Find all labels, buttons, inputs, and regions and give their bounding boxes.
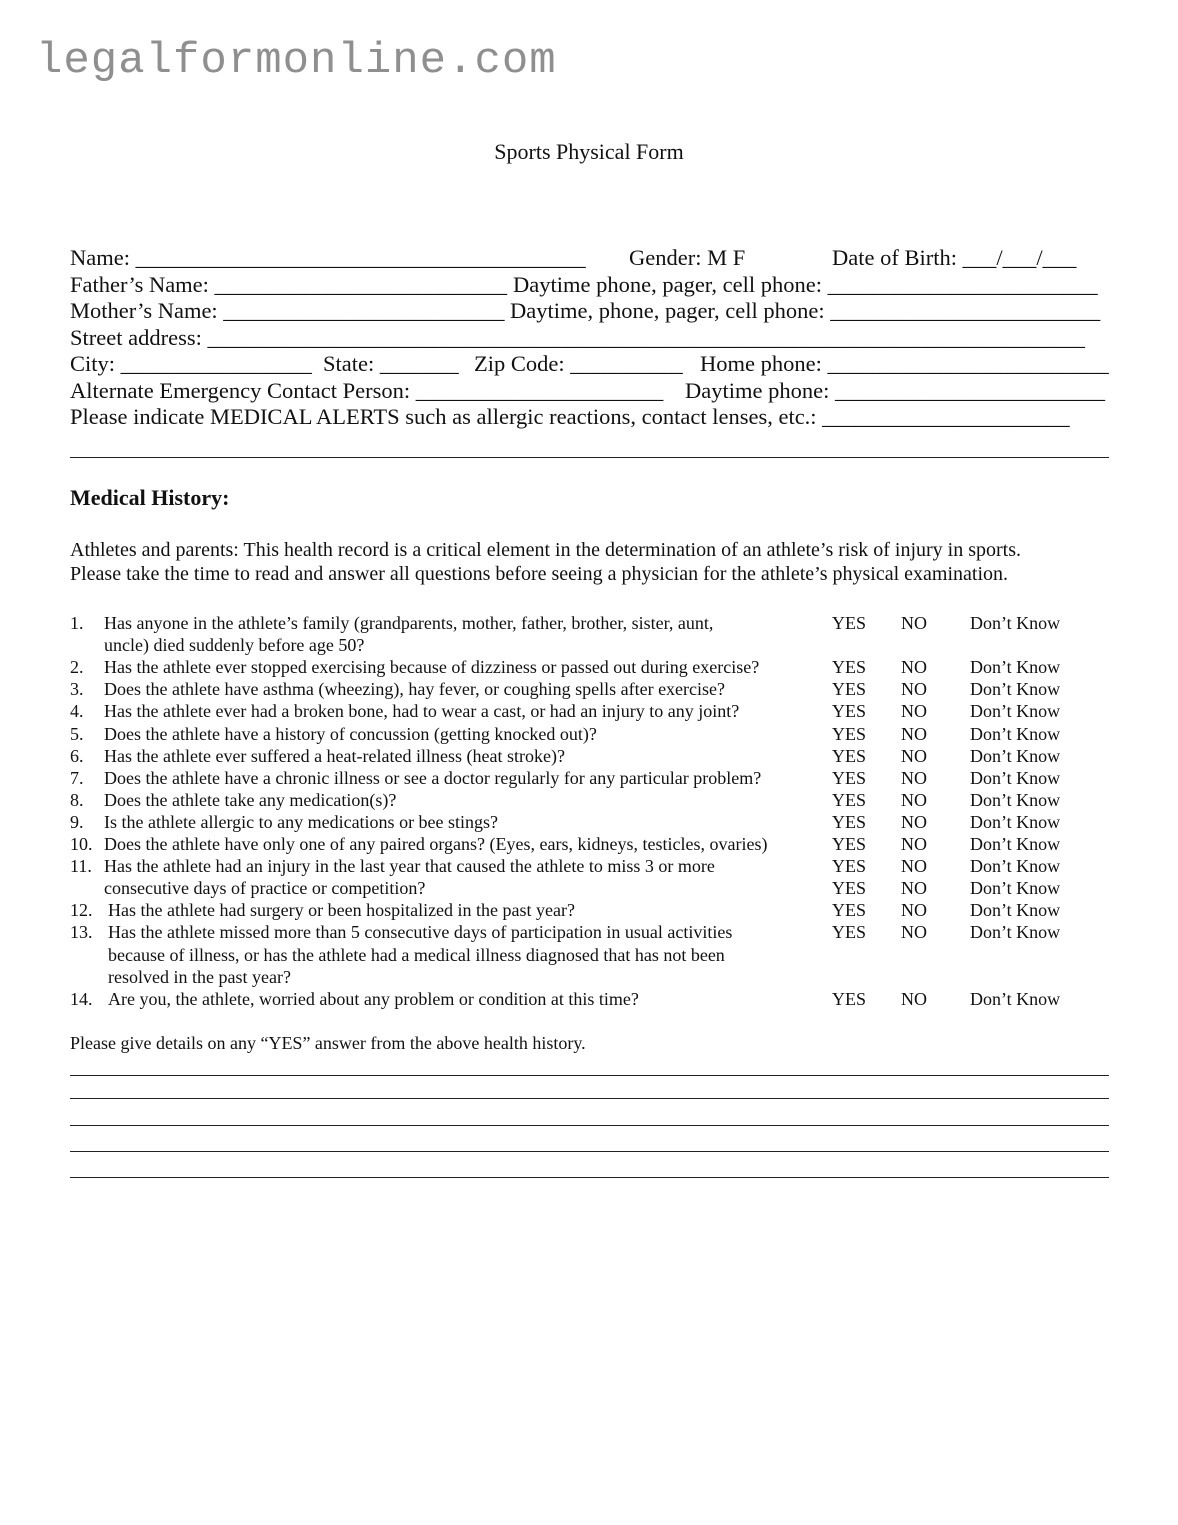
- question-text: Has the athlete missed more than 5 consecutive days of participation in usual activities: [108, 922, 733, 943]
- yes-option[interactable]: YES: [832, 701, 867, 722]
- no-option[interactable]: NO: [901, 922, 927, 943]
- no-option[interactable]: NO: [901, 856, 927, 877]
- question-row: [70, 746, 1110, 768]
- dont-know-option[interactable]: Don’t Know: [970, 900, 1061, 921]
- medical-history-heading: Medical History:: [70, 485, 230, 510]
- no-option[interactable]: NO: [901, 878, 927, 899]
- dont-know-option[interactable]: Don’t Know: [970, 767, 1061, 788]
- yes-option[interactable]: YES: [832, 988, 867, 1009]
- mother-row: [70, 298, 1110, 325]
- yes-option[interactable]: YES: [832, 789, 867, 810]
- dont-know-option[interactable]: Don’t Know: [970, 657, 1061, 678]
- question-number: 6.: [70, 745, 84, 766]
- medical-alerts-row: [70, 404, 1110, 431]
- no-option[interactable]: NO: [901, 789, 927, 810]
- intro-line: Please take the time to read and answer all questions before seeing a physician for the athlete’s physical examination.: [70, 563, 1009, 585]
- father-row: [70, 272, 1110, 299]
- yes-option[interactable]: YES: [832, 657, 867, 678]
- question-number: 9.: [70, 811, 84, 832]
- question-number: 7.: [70, 767, 84, 788]
- zip-code-field[interactable]: Zip Code: __________: [474, 351, 683, 376]
- question-number: 11.: [70, 856, 92, 877]
- details-line[interactable]: [70, 1098, 1109, 1099]
- name-row: [70, 245, 1110, 272]
- question-number: 12.: [70, 900, 93, 921]
- question-row: [70, 878, 1110, 900]
- no-option[interactable]: NO: [901, 745, 927, 766]
- question-row: [70, 613, 1110, 635]
- question-text: Are you, the athlete, worried about any problem or condition at this time?: [108, 988, 639, 1009]
- medical-alerts-line[interactable]: [70, 457, 1109, 458]
- question-row: [70, 834, 1110, 856]
- details-line[interactable]: [70, 1075, 1109, 1076]
- street-row: [70, 325, 1110, 352]
- question-text: Has anyone in the athlete’s family (grandparents, mother, father, brother, sister, aunt,: [104, 613, 714, 633]
- dont-know-option[interactable]: Don’t Know: [970, 811, 1061, 832]
- dont-know-option[interactable]: Don’t Know: [970, 745, 1061, 766]
- gender-field[interactable]: Gender: M F: [629, 245, 746, 270]
- question-text: Has the athlete had an injury in the last year that caused the athlete to miss 3 or more: [104, 856, 715, 877]
- question-text: Has the athlete had surgery or been hospitalized in the past year?: [108, 900, 575, 921]
- question-text: consecutive days of practice or competition?: [104, 878, 426, 899]
- street-address-field[interactable]: Street address: ______________________________________________________________________________: [70, 324, 1085, 350]
- alt-contact-row: [70, 378, 1110, 405]
- medical-alerts-field[interactable]: Please indicate MEDICAL ALERTS such as allergic reactions, contact lenses, etc.: ______________________: [70, 404, 1070, 429]
- yes-option[interactable]: YES: [832, 811, 867, 832]
- question-text: Has the athlete ever had a broken bone, had to wear a cast, or had an injury to any joint?: [104, 701, 740, 722]
- yes-option[interactable]: YES: [832, 834, 867, 854]
- question-row: [70, 768, 1110, 790]
- no-option[interactable]: NO: [901, 900, 927, 921]
- question-row: [70, 967, 1110, 989]
- details-label: Please give details on any “YES” answer from the above health history.: [70, 1033, 586, 1053]
- question-row: [70, 900, 1110, 922]
- yes-option[interactable]: YES: [832, 856, 867, 877]
- question-number: 1.: [70, 613, 84, 633]
- details-line[interactable]: [70, 1125, 1109, 1126]
- question-row: [70, 989, 1110, 1011]
- question-number: 4.: [70, 701, 84, 722]
- watermark-logo: legalformonline.com: [36, 36, 557, 86]
- question-text: Does the athlete have asthma (wheezing), hay fever, or coughing spells after exercise?: [104, 679, 726, 700]
- question-text: Does the athlete have only one of any paired organs? (Eyes, ears, kidneys, testicles, ovaries): [104, 834, 768, 854]
- question-row: [70, 701, 1110, 723]
- question-number: 3.: [70, 679, 84, 700]
- mother-phone-field[interactable]: Daytime, phone, pager, cell phone: ________________________: [510, 298, 1101, 323]
- dont-know-option[interactable]: Don’t Know: [970, 701, 1061, 722]
- form-title: Sports Physical Form: [494, 139, 684, 164]
- question-row: [70, 635, 1110, 657]
- question-number: 13.: [70, 922, 93, 943]
- dont-know-option[interactable]: Don’t Know: [970, 613, 1061, 633]
- mother-name-field[interactable]: Mother’s Name: _________________________: [70, 298, 505, 323]
- name-field[interactable]: Name: ________________________________________: [70, 245, 586, 270]
- details-line[interactable]: [70, 1177, 1109, 1178]
- no-option[interactable]: NO: [901, 701, 927, 722]
- alt-contact-field[interactable]: Alternate Emergency Contact Person: ______________________: [70, 377, 664, 403]
- yes-option[interactable]: YES: [832, 613, 867, 633]
- no-option[interactable]: NO: [901, 723, 927, 744]
- question-row: [70, 657, 1110, 679]
- question-text: Is the athlete allergic to any medications or bee stings?: [104, 811, 499, 832]
- question-row: [70, 724, 1110, 746]
- dont-know-option[interactable]: Don’t Know: [970, 988, 1061, 1009]
- alt-phone-field[interactable]: Daytime phone: ________________________: [685, 377, 1105, 403]
- no-option[interactable]: NO: [901, 613, 927, 633]
- dont-know-option[interactable]: Don’t Know: [970, 723, 1061, 744]
- no-option[interactable]: NO: [901, 834, 927, 854]
- yes-option[interactable]: YES: [832, 679, 867, 700]
- yes-option[interactable]: YES: [832, 922, 867, 943]
- question-number: 14.: [70, 988, 93, 1009]
- no-option[interactable]: NO: [901, 679, 927, 700]
- dont-know-option[interactable]: Don’t Know: [970, 922, 1061, 943]
- dont-know-option[interactable]: Don’t Know: [970, 789, 1061, 810]
- dont-know-option[interactable]: Don’t Know: [970, 834, 1061, 854]
- question-text: uncle) died suddenly before age 50?: [104, 635, 365, 656]
- yes-option[interactable]: YES: [832, 878, 867, 899]
- no-option[interactable]: NO: [901, 657, 927, 678]
- no-option[interactable]: NO: [901, 988, 927, 1009]
- question-row: [70, 856, 1110, 878]
- question-number: 5.: [70, 723, 84, 744]
- yes-option[interactable]: YES: [832, 723, 867, 744]
- father-phone-field[interactable]: Daytime phone, pager, cell phone: ________________________: [513, 271, 1098, 297]
- question-text: Does the athlete take any medication(s)?: [104, 789, 397, 810]
- intro-line: Athletes and parents: This health record is a critical element in the determination of an athlete’s risk of injury in sports.: [70, 539, 1022, 561]
- details-line[interactable]: [70, 1151, 1109, 1152]
- no-option[interactable]: NO: [901, 811, 927, 832]
- intro-text: [70, 538, 1130, 586]
- city-row: [70, 351, 1110, 378]
- question-row: [70, 679, 1110, 701]
- dob-field[interactable]: Date of Birth: ___/___/___: [832, 245, 1077, 270]
- dont-know-option[interactable]: Don’t Know: [970, 856, 1061, 877]
- question-row: [70, 922, 1110, 944]
- question-text: resolved in the past year?: [108, 966, 291, 987]
- question-row: [70, 812, 1110, 834]
- state-field[interactable]: State: _______: [323, 351, 459, 376]
- question-text: because of illness, or has the athlete had a medical illness diagnosed that has not been: [108, 944, 725, 965]
- yes-option[interactable]: YES: [832, 745, 867, 766]
- question-text: Does the athlete have a history of concussion (getting knocked out)?: [104, 723, 597, 744]
- no-option[interactable]: NO: [901, 767, 927, 788]
- yes-option[interactable]: YES: [832, 767, 867, 788]
- question-text: Has the athlete ever stopped exercising because of dizziness or passed out during exercise?: [104, 657, 760, 678]
- father-name-field[interactable]: Father’s Name: __________________________: [70, 271, 508, 297]
- dont-know-option[interactable]: Don’t Know: [970, 679, 1061, 700]
- question-number: 2.: [70, 657, 84, 678]
- question-number: 8.: [70, 789, 84, 810]
- question-row: [70, 790, 1110, 812]
- question-text: Has the athlete ever suffered a heat-related illness (heat stroke)?: [104, 745, 565, 766]
- question-row: [70, 945, 1110, 967]
- contact-fields: [70, 245, 1110, 431]
- question-text: Does the athlete have a chronic illness or see a doctor regularly for any particular problem?: [104, 767, 762, 788]
- home-phone-field[interactable]: Home phone: _________________________: [700, 351, 1109, 376]
- dont-know-option[interactable]: Don’t Know: [970, 878, 1061, 899]
- city-field[interactable]: City: _________________: [70, 351, 312, 376]
- yes-option[interactable]: YES: [832, 900, 867, 921]
- question-number: 10.: [70, 834, 93, 854]
